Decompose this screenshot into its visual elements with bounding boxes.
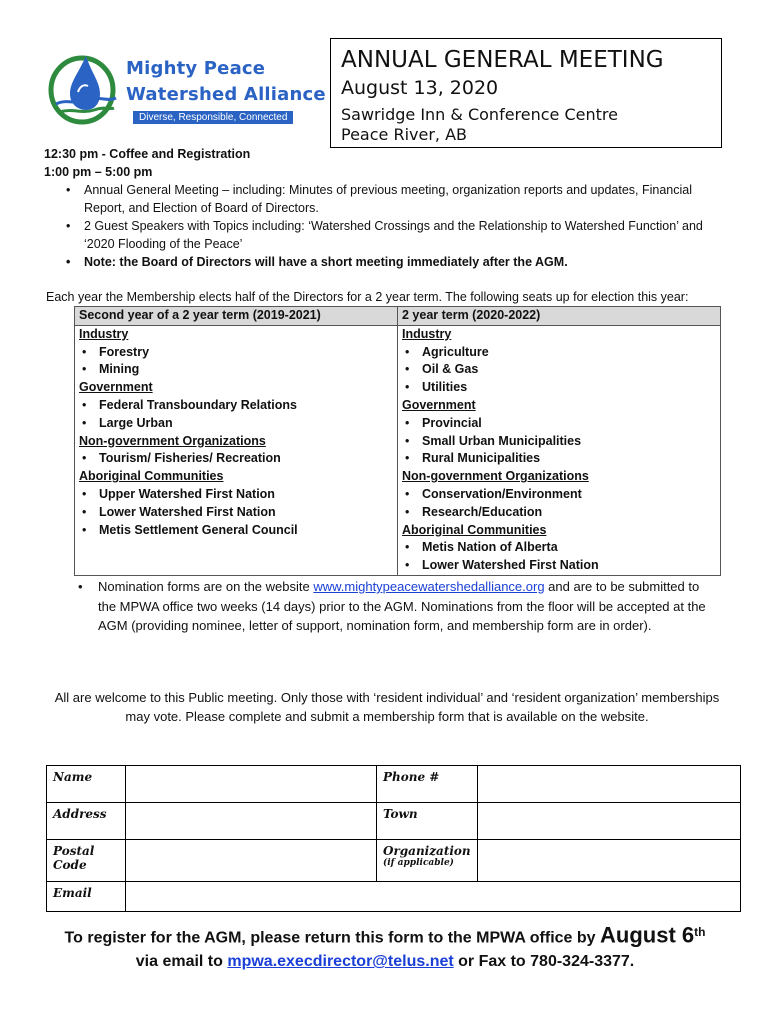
footer-text: To register for the AGM, please return this form to the MPWA office by bbox=[64, 929, 600, 947]
organization-label-text: Organization bbox=[383, 844, 471, 858]
seat-item: • Lower Watershed First Nation bbox=[402, 557, 716, 575]
deadline-suffix: th bbox=[694, 925, 706, 939]
postal-label-line2: Code bbox=[53, 858, 87, 872]
section-heading: Non-government Organizations bbox=[402, 469, 589, 484]
membership-form bbox=[46, 765, 741, 912]
logo-line1: Mighty Peace bbox=[126, 58, 266, 79]
meeting-time: 1:00 pm – 5:00 pm bbox=[44, 165, 153, 179]
seat-item: • Rural Municipalities bbox=[402, 450, 716, 468]
right-column bbox=[398, 325, 721, 575]
seat-item: • Mining bbox=[79, 361, 393, 379]
footer-text: via email to bbox=[135, 953, 228, 971]
title-box bbox=[330, 38, 722, 148]
logo-wordmark bbox=[126, 56, 326, 108]
postal-code-label bbox=[47, 840, 126, 882]
phone-field[interactable] bbox=[477, 766, 740, 803]
deadline-date: August 6 bbox=[600, 922, 695, 948]
agenda-item: • 2 Guest Speakers with Topics including: ‘Watershed Crossings and the Relationship to Watershed Function’ and ‘2020 Flooding of the Peace’ bbox=[62, 217, 724, 253]
postal-code-field[interactable] bbox=[126, 840, 377, 882]
seat-item: • Forestry bbox=[79, 344, 393, 362]
organization-label bbox=[377, 840, 478, 882]
organization-field[interactable] bbox=[477, 840, 740, 882]
if-applicable-note: (if applicable) bbox=[383, 858, 454, 868]
nomination-text-cont: and are to be submitted to the MPWA office two weeks (14 days) prior to the AGM. Nominations from the floor will be accepted at the AGM (providing nominee, letter of support, nomination form, and membership form are in order). bbox=[98, 579, 706, 633]
agenda-list bbox=[44, 181, 724, 271]
seat-item: • Upper Watershed First Nation bbox=[79, 486, 393, 504]
footer-line1 bbox=[30, 920, 740, 950]
address-field[interactable] bbox=[126, 803, 377, 840]
address-label: Address bbox=[47, 803, 126, 840]
election-intro: Each year the Membership elects half of the Directors for a 2 year term. The following seats up for election this year: bbox=[46, 290, 689, 304]
email-label: Email bbox=[47, 882, 126, 912]
seat-item: • Agriculture bbox=[402, 344, 716, 362]
seat-item: • Small Urban Municipalities bbox=[402, 433, 716, 451]
form-table bbox=[46, 765, 741, 912]
section-heading: Government bbox=[402, 397, 476, 412]
section-heading: Aboriginal Communities bbox=[402, 522, 547, 537]
city: Peace River, AB bbox=[341, 125, 467, 144]
logo-tagline: Diverse, Responsible, Connected bbox=[133, 111, 293, 124]
email-field[interactable] bbox=[126, 882, 741, 912]
section-heading: Government bbox=[79, 380, 153, 395]
section-heading: Industry bbox=[79, 326, 129, 341]
venue: Sawridge Inn & Conference Centre bbox=[341, 105, 618, 124]
left-column bbox=[75, 325, 398, 575]
seat-item: • Metis Settlement General Council bbox=[79, 522, 393, 540]
right-column-header: 2 year term (2020-2022) bbox=[398, 307, 721, 326]
schedule bbox=[44, 145, 724, 271]
left-column-header: Second year of a 2 year term (2019-2021) bbox=[75, 307, 398, 326]
name-field[interactable] bbox=[126, 766, 377, 803]
town-label: Town bbox=[377, 803, 478, 840]
agenda-note: • Note: the Board of Directors will have a short meeting immediately after the AGM. bbox=[62, 253, 724, 271]
seats-table bbox=[74, 306, 721, 576]
seat-item: • Oil & Gas bbox=[402, 361, 716, 379]
seat-item: • Lower Watershed First Nation bbox=[79, 504, 393, 522]
seat-item: • Research/Education bbox=[402, 504, 716, 522]
meeting-date: August 13, 2020 bbox=[341, 77, 499, 99]
seats-table-wrap bbox=[74, 306, 721, 576]
seat-item: • Conservation/Environment bbox=[402, 486, 716, 504]
seat-item: • Tourism/ Fisheries/ Recreation bbox=[79, 450, 393, 468]
section-heading: Industry bbox=[402, 326, 452, 341]
seat-item: • Utilities bbox=[402, 379, 716, 397]
section-heading: Non-government Organizations bbox=[79, 433, 266, 448]
phone-label: Phone # bbox=[377, 766, 478, 803]
nomination-text: Nomination forms are on the website bbox=[98, 579, 314, 594]
website-link[interactable]: www.mightypeacewatershedalliance.org bbox=[313, 579, 545, 594]
town-field[interactable] bbox=[477, 803, 740, 840]
agenda-item: • Annual General Meeting – including: Minutes of previous meeting, organization reports and updates, Financial Report, and Election of Board of Directors. bbox=[62, 181, 724, 217]
seat-item: • Metis Nation of Alberta bbox=[402, 539, 716, 557]
section-heading: Aboriginal Communities bbox=[79, 469, 224, 484]
page-title: ANNUAL GENERAL MEETING bbox=[341, 47, 664, 73]
logo-line2: Watershed Alliance bbox=[126, 84, 326, 105]
watershed-logo-icon bbox=[48, 52, 128, 126]
seat-item: • Large Urban bbox=[79, 415, 393, 433]
seat-item: • Provincial bbox=[402, 415, 716, 433]
postal-label-line1: Postal bbox=[53, 844, 95, 858]
email-link[interactable]: mpwa.execdirector@telus.net bbox=[227, 953, 454, 971]
footer-line2 bbox=[30, 950, 740, 974]
name-label: Name bbox=[47, 766, 126, 803]
nomination-note bbox=[78, 577, 708, 636]
coffee-time: 12:30 pm - Coffee and Registration bbox=[44, 147, 251, 161]
registration-footer bbox=[30, 920, 740, 974]
welcome-text: All are welcome to this Public meeting. Only those with ‘resident individual’ and ‘resident organization’ memberships may vote. Please complete and submit a membership form that is available on the website. bbox=[54, 690, 720, 724]
fax-text: or Fax to 780-324-3377. bbox=[453, 953, 635, 971]
bullet: • bbox=[78, 579, 83, 594]
seat-item: • Federal Transboundary Relations bbox=[79, 397, 393, 415]
